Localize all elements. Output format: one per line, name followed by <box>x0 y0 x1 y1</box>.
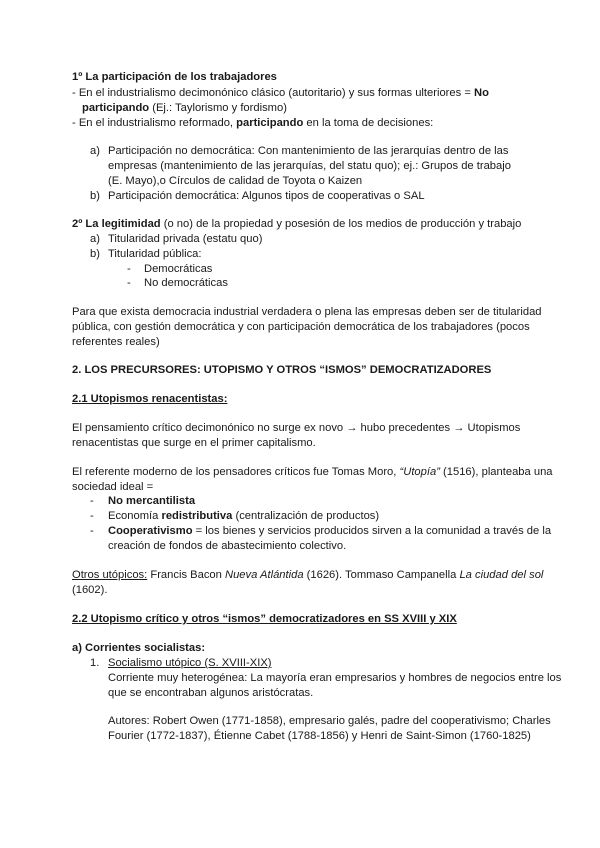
participation-line-1: - En el industrialismo decimonónico clásico (autoritario) y sus formas ulteriores = No <box>72 87 489 99</box>
list-item-a-line-2: empresas (mantenimiento de las jerarquías, del statu quo); ej.: Grupos de trabajo <box>108 160 511 172</box>
participation-line-2: participando (Ej.: Taylorismo y fordismo) <box>82 102 287 114</box>
section-title-precursors: 2. LOS PRECURSORES: UTOPISMO Y OTROS “ISMOS” DEMOCRATIZADORES <box>72 364 492 376</box>
subsection-title-critical-utopism: 2.2 Utopismo crítico y otros “ismos” democratizadores en SS XVIII y XIX <box>72 613 457 625</box>
list-marker-a: a) <box>90 233 100 245</box>
bullet-redistributiva: Economía redistributiva (centralización de productos) <box>108 510 380 522</box>
list-item-public: Titularidad pública: <box>108 248 202 260</box>
utopias-paragraph-line-2: renacentistas que surge en el primer capitalismo. <box>72 437 316 449</box>
list-marker-1: 1. <box>90 657 100 669</box>
moro-paragraph-line-1: El referente moderno de los pensadores críticos fue Tomas Moro, “Utopía” (1516), planteaba una <box>72 466 553 478</box>
bullet-dash: - <box>90 525 94 537</box>
list-item-b: Participación democrática: Algunos tipos de cooperativas o SAL <box>108 190 425 202</box>
utopian-socialism-line-2: que se encontraban algunos aristócratas. <box>108 687 314 699</box>
list-marker-a: a) <box>90 145 100 157</box>
sub-item-democratic: Democráticas <box>144 263 213 275</box>
participation-line-3: - En el industrialismo reformado, participando en la toma de decisiones: <box>72 117 434 129</box>
democracy-paragraph-line-1: Para que exista democracia industrial verdadera o plena las empresas deben ser de titularidad <box>72 306 542 318</box>
bullet-no-mercantilista: No mercantilista <box>108 495 196 507</box>
moro-paragraph-line-2: sociedad ideal = <box>72 481 154 493</box>
list-item-private: Titularidad privada (estatu quo) <box>108 233 263 245</box>
utopias-paragraph-line-1: El pensamiento crítico decimonónico no surge ex novo → hubo precedentes → Utopismos <box>72 422 521 434</box>
bullet-dash: - <box>90 495 94 507</box>
authors-line-2: Fourier (1772-1837), Étienne Cabet (1788-1856) y Henri de Saint-Simon (1760-1825) <box>108 730 531 742</box>
list-item-a-line-3: (E. Mayo),o Círculos de calidad de Toyota o Kaizen <box>108 175 363 187</box>
sub-dash: - <box>127 277 131 289</box>
list-marker-b: b) <box>90 248 100 260</box>
democracy-paragraph-line-3: referentes reales) <box>72 336 160 348</box>
bullet-dash: - <box>90 510 94 522</box>
authors-line-1: Autores: Robert Owen (1771-1858), empresario galés, padre del cooperativismo; Charles <box>108 715 551 727</box>
utopian-socialism-line-1: Corriente muy heterogénea: La mayoría eran empresarios y hombres de negocios entre los <box>108 672 562 684</box>
list-item-a-line-1: Participación no democrática: Con mantenimiento de las jerarquías dentro de las <box>108 145 509 157</box>
legitimacy-heading: 2º La legitimidad (o no) de la propiedad y posesión de los medios de producción y trabajo <box>72 218 522 230</box>
bullet-cooperativismo-line-2: creación de fondos de abastecimiento colectivo. <box>108 540 347 552</box>
subsection-title-renaissance-utopias: 2.1 Utopismos renacentistas: <box>72 393 228 405</box>
bullet-cooperativismo-line-1: Cooperativismo = los bienes y servicios producidos sirven a la comunidad a través de la <box>108 525 552 537</box>
list-marker-b: b) <box>90 190 100 202</box>
other-utopians-line-2: (1602). <box>72 584 108 596</box>
participation-heading: 1º La participación de los trabajadores <box>72 71 277 83</box>
utopian-socialism-title: Socialismo utópico (S. XVIII-XIX) <box>108 657 272 669</box>
sub-dash: - <box>127 263 131 275</box>
sub-item-non-democratic: No democráticas <box>144 277 228 289</box>
democracy-paragraph-line-2: pública, con gestión democrática y con participación democrática de los trabajadores (pocos <box>72 321 530 333</box>
socialist-currents-heading: a) Corrientes socialistas: <box>72 642 206 654</box>
other-utopians-line-1: Otros utópicos: Francis Bacon Nueva Atlántida (1626). Tommaso Campanella La ciudad del sol <box>72 569 544 581</box>
